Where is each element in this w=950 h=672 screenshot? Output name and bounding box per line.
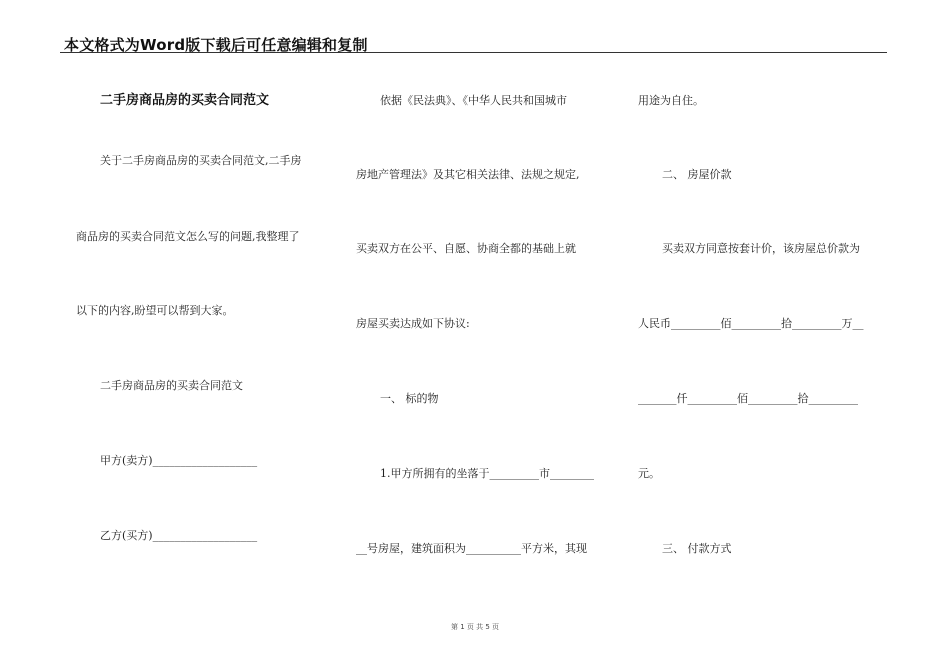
contract-subtitle: 二手房商品房的买卖合同范文 [100,379,243,392]
item-1-line-2: __号房屋，建筑面积为__________平方米，其现 [356,542,587,555]
text-column-2 [356,0,608,620]
text-column-1 [76,0,324,620]
price-line-3: _______仟_________佰_________拾_________ [638,392,858,405]
intro-line-1: 关于二手房商品房的买卖合同范文,二手房 [100,154,302,167]
text-column-3 [638,0,888,620]
usage-line: 用途为自住。 [638,94,704,107]
document-header-title: 本文格式为Word版下载后可任意编辑和复制 [64,36,368,54]
party-b-field: 乙方(买方)___________________ [100,529,258,542]
contract-title: 二手房商品房的买卖合同范文 [100,93,270,108]
price-line-2: 人民币_________佰_________拾_________万__ [638,317,864,330]
price-line-1: 买卖双方同意按套计价，该房屋总价款为 [662,242,860,255]
section-3-heading: 三、 付款方式 [662,542,732,555]
price-line-4: 元。 [638,467,660,480]
basis-line-4: 房屋买卖达成如下协议: [356,317,470,330]
basis-line-2: 房地产管理法》及其它相关法律、法规之规定, [356,168,580,181]
page-number: 第 1 页 共 5 页 [450,623,500,631]
intro-line-3: 以下的内容,盼望可以帮到大家。 [76,304,234,317]
intro-line-2: 商品房的买卖合同范文怎么写的问题,我整理了 [76,230,300,243]
section-2-heading: 二、 房屋价款 [662,168,732,181]
party-a-field: 甲方(卖方)___________________ [100,454,258,467]
basis-line-1: 依据《民法典》、《中华人民共和国城市 [380,94,567,107]
item-1-line-1: 1.甲方所拥有的坐落于_________市________ [380,467,594,480]
basis-line-3: 买卖双方在公平、自愿、协商全都的基础上就 [356,242,576,255]
section-1-heading: 一、 标的物 [380,392,439,405]
